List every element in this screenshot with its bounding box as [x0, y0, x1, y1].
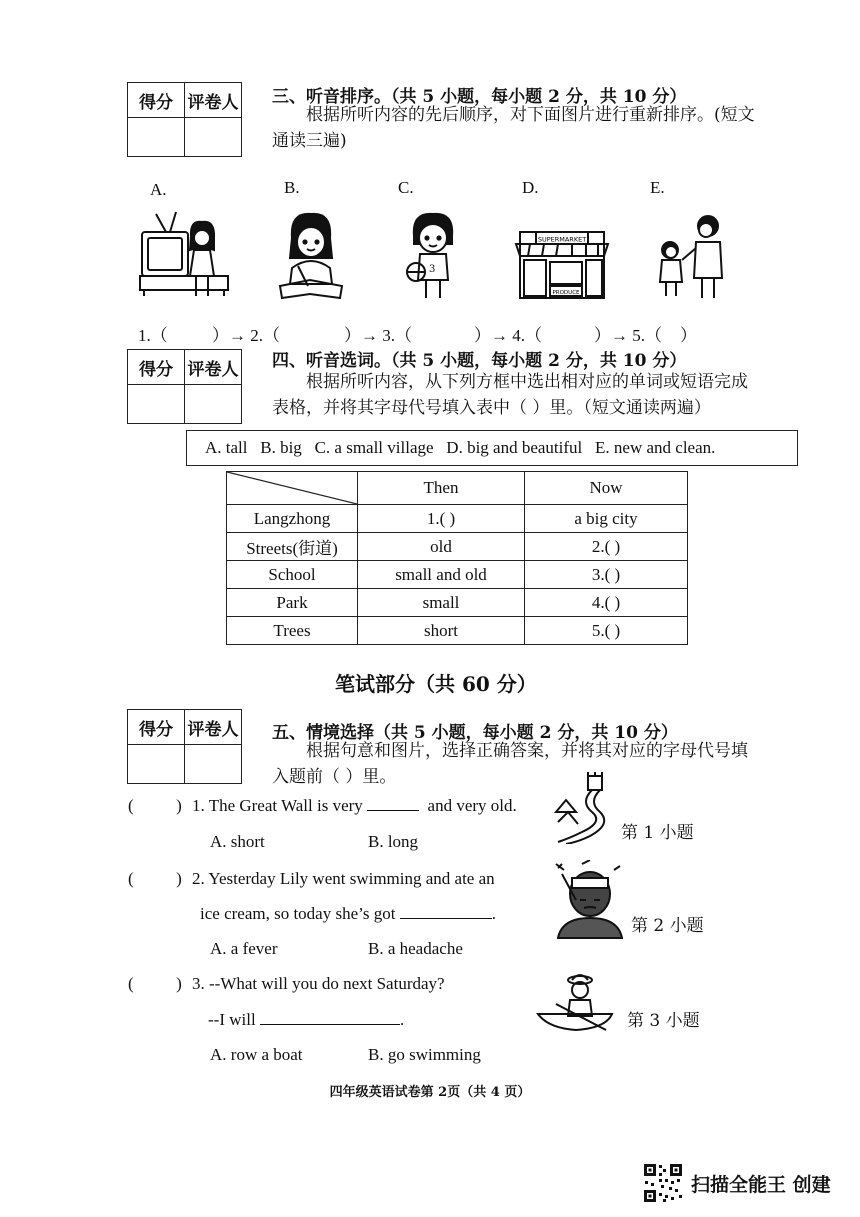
q3-line1: 3. --What will you do next Saturday? — [192, 974, 445, 993]
seq-5-open: ）→ 5.（ — [594, 326, 662, 345]
written-part-title: 笔试部分（共 60 分） — [335, 672, 537, 696]
score-box-section3 — [127, 82, 242, 157]
section5-title: 五、情境选择（共 5 小题，每小题 2 分，共 10 分） — [272, 723, 678, 743]
great-wall-icon — [552, 772, 616, 844]
scanner-watermark — [643, 1163, 831, 1203]
page-footer: 四年级英语试卷第 2页（共 4 页） — [329, 1085, 531, 1100]
section5-instruction: 根据句意和图片，选择正确答案，并将其对应的字母代号填入题前（ ）里。 — [272, 741, 748, 787]
girl-writing-icon — [278, 210, 344, 302]
score-box-section5 — [127, 709, 242, 784]
answer-blank[interactable]: 5.( ) — [525, 617, 688, 645]
table-cell: small and old — [358, 561, 525, 589]
answer-blank[interactable]: 3.( ) — [525, 561, 688, 589]
table-cell: short — [358, 617, 525, 645]
q2-figure-label: 第 2 小题 — [631, 916, 704, 936]
table-corner-cell — [227, 472, 358, 505]
q3-line2 — [208, 1010, 404, 1030]
q1-figure-label: 第 1 小题 — [621, 823, 694, 843]
grader-label: 评卷人 — [185, 710, 242, 745]
then-now-table — [226, 471, 688, 645]
pic-label-e: E. — [650, 178, 665, 197]
table-row — [227, 617, 688, 645]
table-cell: old — [358, 533, 525, 561]
q3-answer-paren[interactable]: ( ) — [128, 974, 182, 993]
table-cell: School — [227, 561, 358, 589]
produce-sign: PRODUCE — [552, 290, 580, 296]
table-row — [227, 589, 688, 617]
section3-instruction: 根据所听内容的先后顺序，对下面图片进行重新排序。(短文通读三遍) — [272, 105, 755, 151]
section3-title: 三、听音排序。（共 5 小题，每小题 2 分，共 10 分） — [272, 87, 687, 107]
table-row — [227, 505, 688, 533]
q1-stem — [192, 796, 517, 816]
answer-blank[interactable]: 4.( ) — [525, 589, 688, 617]
score-cell[interactable] — [128, 385, 185, 424]
word-option-a: A. tall — [205, 438, 248, 457]
q2-blank[interactable] — [400, 918, 492, 919]
answer-blank[interactable]: 2.( ) — [525, 533, 688, 561]
pic-label-a: A. — [150, 180, 167, 199]
table-cell: small — [358, 589, 525, 617]
seq-close: ） — [680, 326, 697, 345]
pic-label-c: C. — [398, 178, 414, 197]
q1-blank[interactable] — [367, 810, 419, 811]
grader-label: 评卷人 — [185, 350, 242, 385]
table-row — [227, 533, 688, 561]
grader-label: 评卷人 — [185, 83, 242, 118]
score-cell[interactable] — [128, 745, 185, 784]
word-option-e: E. new and clean. — [595, 438, 716, 457]
q2-option-a[interactable]: A. a fever — [210, 939, 278, 958]
score-box-section4 — [127, 349, 242, 424]
table-cell: Trees — [227, 617, 358, 645]
q3-text-after: . — [399, 1010, 405, 1029]
score-label: 得分 — [128, 710, 185, 745]
table-header-then: Then — [358, 472, 525, 505]
table-cell: Park — [227, 589, 358, 617]
q2-text-before: ice cream, so today she’s got — [200, 904, 396, 923]
pic-label-d: D. — [522, 178, 539, 197]
word-option-d: D. big and beautiful — [446, 438, 583, 457]
seq-3-open: ）→ 3.（ — [344, 326, 412, 345]
grader-cell[interactable] — [185, 745, 242, 784]
q2-option-b[interactable]: B. a headache — [368, 939, 463, 958]
seq-1-open: 1.（ — [138, 326, 168, 345]
q3-figure-label: 第 3 小题 — [627, 1011, 700, 1031]
q1-text-before: 1. The Great Wall is very — [192, 796, 363, 815]
answer-blank[interactable]: 1.( ) — [358, 505, 525, 533]
seq-2-open: ）→ 2.（ — [212, 326, 280, 345]
word-option-b: B. big — [260, 438, 302, 457]
q3-option-a[interactable]: A. row a boat — [210, 1045, 303, 1064]
table-header-row — [227, 472, 688, 505]
table-cell: Langzhong — [227, 505, 358, 533]
q1-option-a[interactable]: A. short — [210, 832, 265, 851]
supermarket-sign: SUPERMARKET — [537, 235, 587, 244]
q2-line1: 2. Yesterday Lily went swimming and ate an — [192, 869, 495, 888]
q2-line2 — [200, 904, 496, 924]
watermark-text: 扫描全能王 创建 — [691, 1173, 831, 1196]
q3-blank[interactable] — [260, 1024, 400, 1025]
word-option-c: C. a small village — [314, 438, 434, 457]
seq-4-open: ）→ 4.（ — [474, 326, 542, 345]
table-cell: Streets(街道) — [227, 533, 358, 561]
girl-with-tv-icon — [138, 210, 234, 302]
boat-rowing-icon — [536, 970, 616, 1036]
score-label: 得分 — [128, 350, 185, 385]
word-bank — [186, 430, 798, 466]
grader-cell[interactable] — [185, 118, 242, 157]
score-cell[interactable] — [128, 118, 185, 157]
qr-code-icon — [643, 1163, 683, 1203]
section4-title: 四、听音选词。（共 5 小题，每小题 2 分，共 10 分） — [272, 351, 687, 371]
table-header-now: Now — [525, 472, 688, 505]
table-cell: a big city — [525, 505, 688, 533]
pic-label-b: B. — [284, 178, 300, 197]
girl-with-grandma-icon — [652, 212, 728, 302]
table-row — [227, 561, 688, 589]
grader-cell[interactable] — [185, 385, 242, 424]
q2-text-after: . — [491, 904, 496, 923]
q3-text-before: --I will — [208, 1010, 256, 1029]
q3-option-b[interactable]: B. go swimming — [368, 1045, 481, 1064]
score-label: 得分 — [128, 83, 185, 118]
diagonal-line — [227, 472, 357, 504]
supermarket-icon — [514, 228, 610, 300]
q2-answer-paren[interactable]: ( ) — [128, 869, 182, 888]
girl-with-ball-icon — [404, 210, 462, 302]
q1-answer-paren[interactable]: ( ) — [128, 796, 182, 815]
q1-text-after: and very old. — [427, 796, 517, 815]
svg-text:3: 3 — [429, 264, 436, 275]
sick-girl-icon — [554, 860, 626, 940]
section4-instruction: 根据所听内容，从下列方框中选出相对应的单词或短语完成表格，并将其字母代号填入表中（ ）里。（短文通读两遍） — [272, 372, 748, 418]
q1-option-b[interactable]: B. long — [368, 832, 419, 851]
